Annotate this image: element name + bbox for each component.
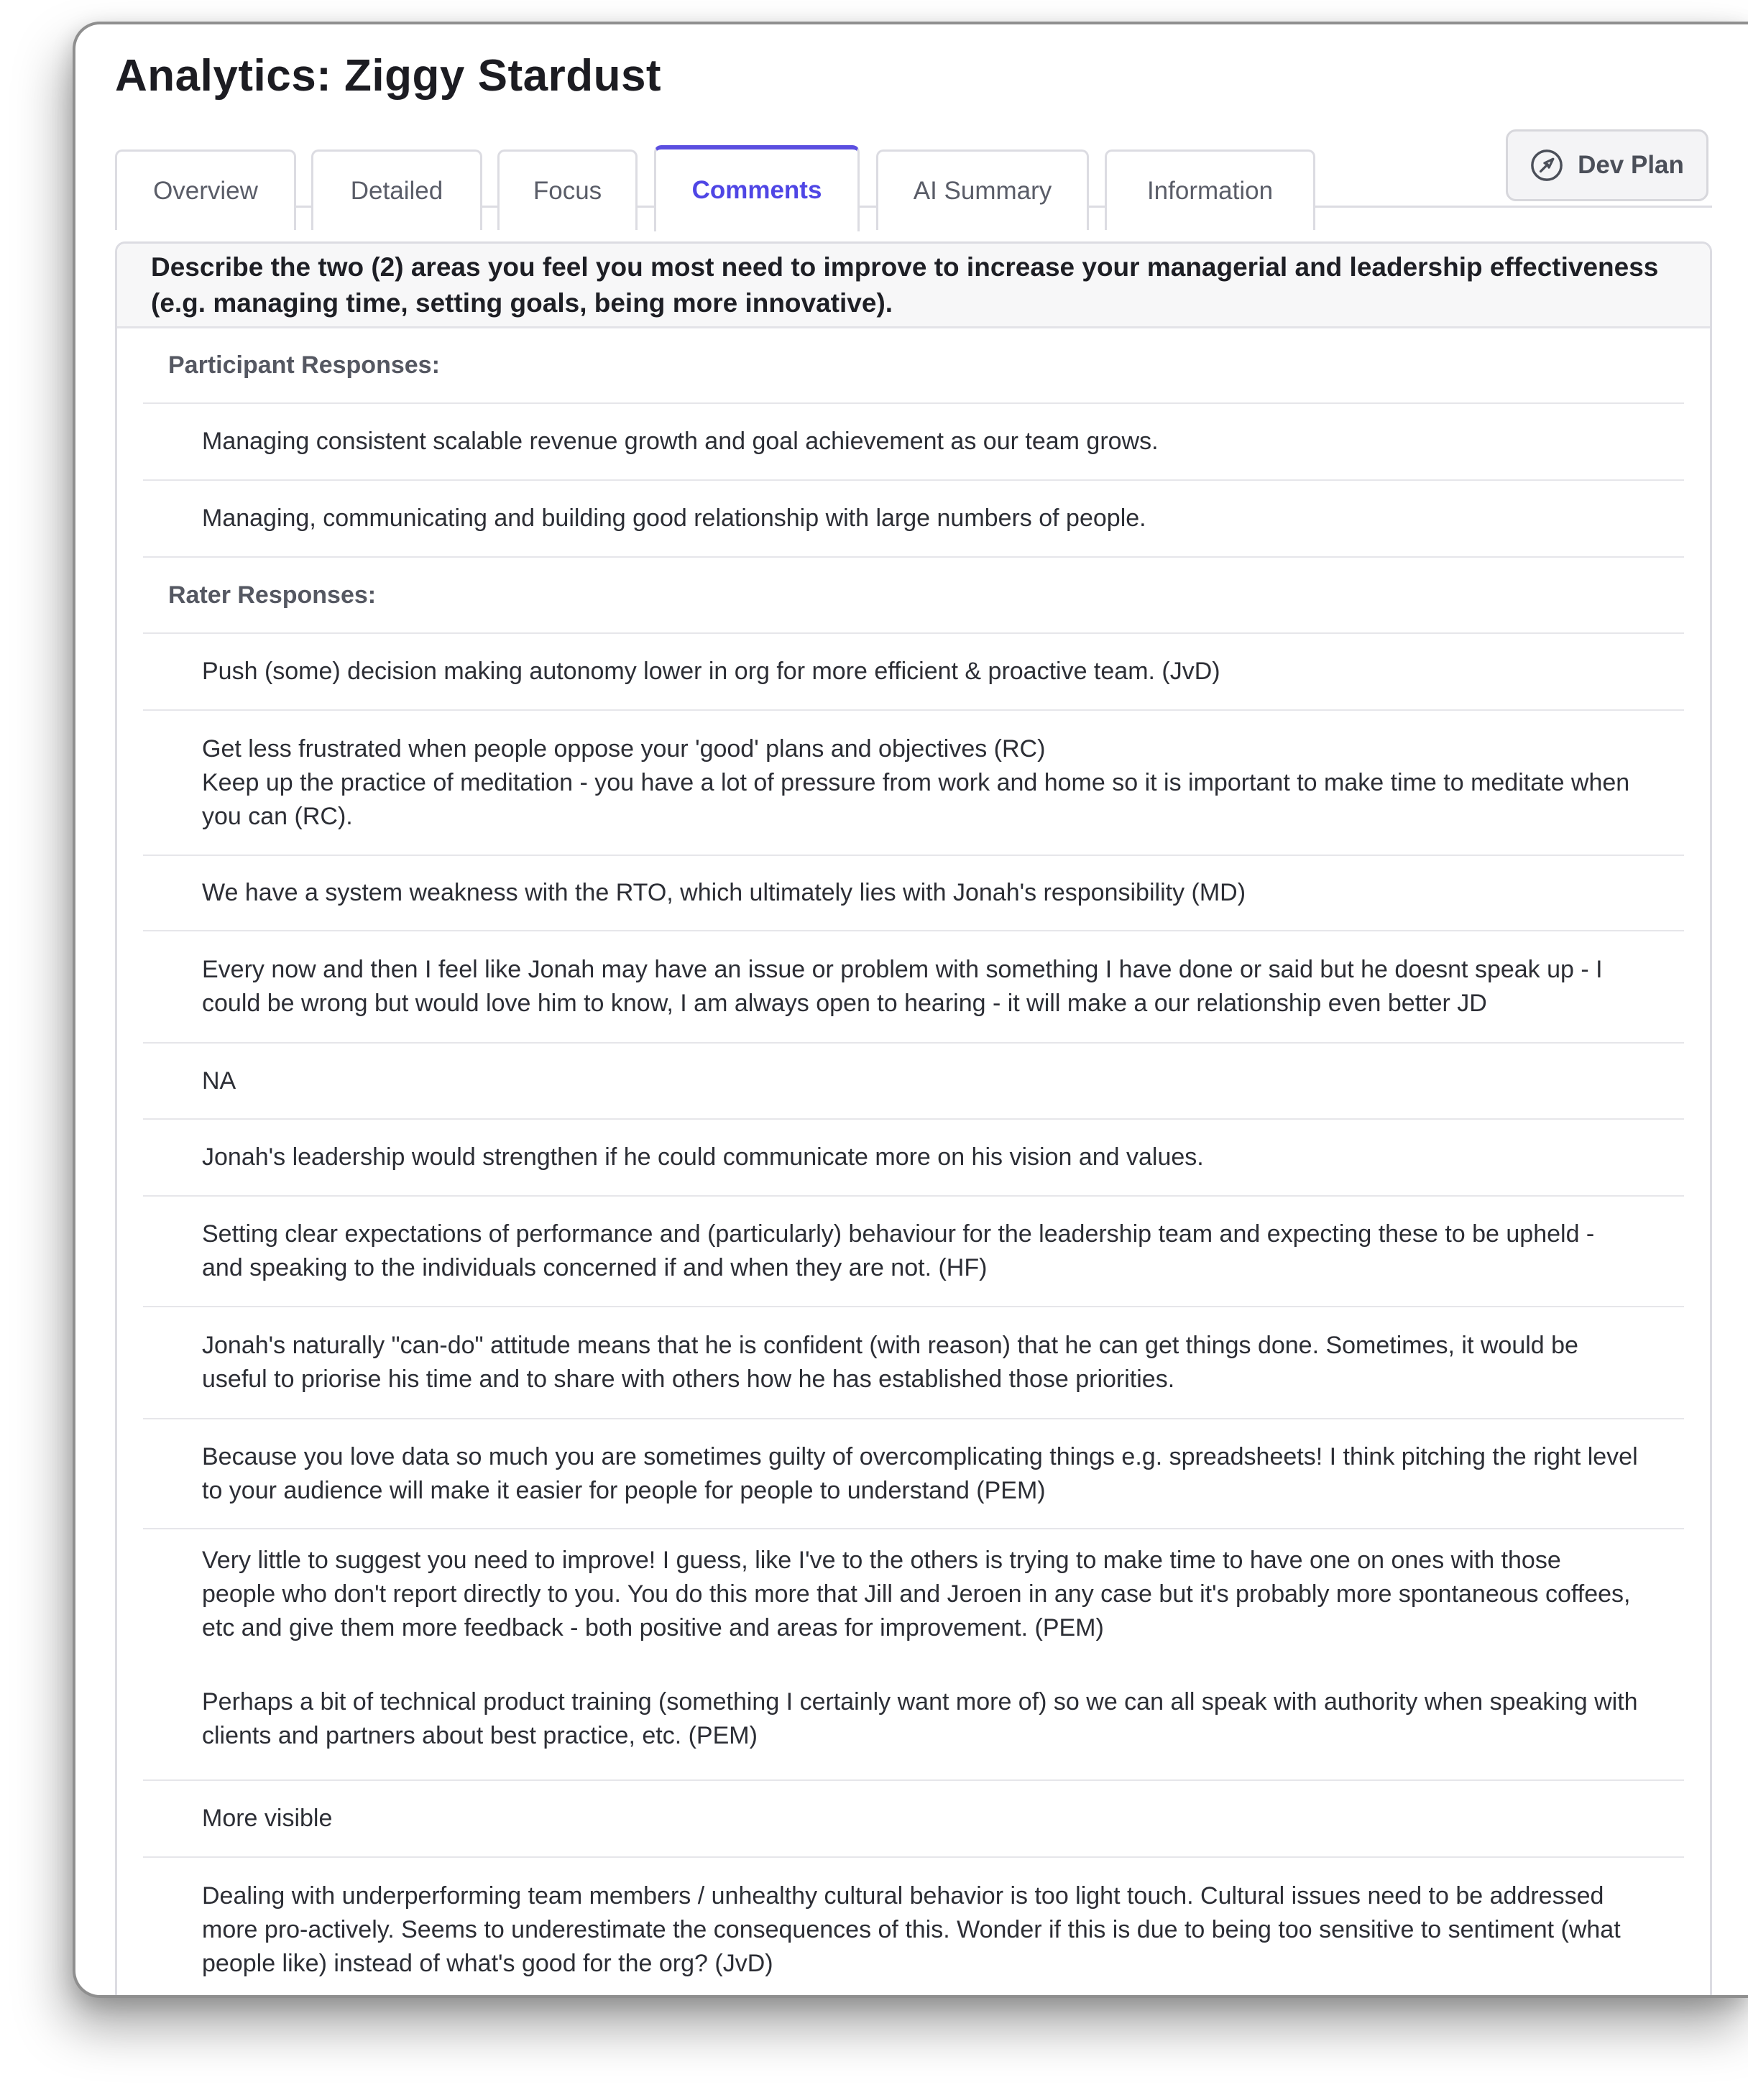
rater-response: NA <box>143 1044 1684 1120</box>
rater-response: Perhaps a bit of technical product training (something I certainly want more of) so we can all speak with authority when speaking with clients and partners about best practice, etc. (PEM) <box>143 1659 1684 1781</box>
question-header: Describe the two (2) areas you feel you most need to improve to increase your managerial and leadership effectiveness (e.g. managing time, setting goals, being more innovative). <box>117 244 1710 328</box>
rater-response: Jonah's naturally "can-do" attitude means that he is confident (with reason) that he can get things done. Sometimes, it would be useful to priorise his time and to share with others how he has established those priorities. <box>143 1307 1684 1419</box>
rater-response: Push (some) decision making autonomy lower in org for more efficient & proactive team. (JvD) <box>143 634 1684 711</box>
participant-response: Managing, communicating and building good relationship with large numbers of people. <box>143 481 1684 558</box>
participant-response: Managing consistent scalable revenue growth and goal achievement as our team grows. <box>143 404 1684 481</box>
rater-response: We have a system weakness with the RTO, which ultimately lies with Jonah's responsibility (MD) <box>143 856 1684 931</box>
rater-response: Get less frustrated when people oppose your 'good' plans and objectives (RC) Keep up the practice of meditation - you have a lot of pressure from work and home so it is important to make time to meditate when you can (RC). <box>143 711 1684 856</box>
response-list <box>143 328 1684 1998</box>
tab-information[interactable]: Information <box>1105 149 1315 230</box>
rater-response: Dealing with underperforming team members / unhealthy cultural behavior is too light touch. Cultural issues need to be addressed more pro-actively. Seems to underestimate the consequences of this. Wonder if this is due to being too sensitive to sentiment (what people like) instead of what's good for the org? (JvD) <box>202 1882 1621 1977</box>
tab-focus[interactable]: Focus <box>497 149 638 230</box>
tab-detailed[interactable]: Detailed <box>311 149 482 230</box>
rater-response: Very little to suggest you need to improve! I guess, like I've to the others is trying to make time to have one on ones with those people who don't report directly to you. You do this more that Jill and Jeroen in any case but it's probably more spontaneous coffees, etc and give them more feedback - both positive and areas for improvement. (PEM) <box>202 1546 1631 1641</box>
dev-plan-label: Dev Plan <box>1578 151 1684 179</box>
participant-responses-heading: Participant Responses: <box>143 328 1684 404</box>
rater-response: Setting clear expectations of performance and (particularly) behaviour for the leadership team and expecting these to be upheld - and speaking to the individuals concerned if and when they are not. (HF) <box>143 1197 1684 1307</box>
rater-response: Because you love data so much you are sometimes guilty of overcomplicating things e.g. spreadsheets! I think pitching the right level to your audience will make it easier for people for people to understand (PEM) <box>143 1419 1684 1529</box>
page-title: Analytics: Ziggy Stardust <box>115 51 662 101</box>
tab-ai-summary[interactable]: AI Summary <box>876 149 1089 230</box>
tab-bar <box>115 125 1712 208</box>
comments-panel <box>115 241 1712 1998</box>
app-window <box>73 22 1748 1998</box>
navigation-arrow-icon <box>1530 149 1563 182</box>
rater-response: Jonah's leadership would strengthen if he could communicate more on his vision and values. <box>143 1120 1684 1197</box>
tab-comments[interactable]: Comments <box>654 145 860 231</box>
rater-response: Every now and then I feel like Jonah may have an issue or problem with something I have done or said but he doesnt speak up - I could be wrong but would love him to know, I am always open to hearing - it will make a our relationship even better JD <box>143 931 1684 1044</box>
rater-response: More visible <box>143 1781 1684 1858</box>
dev-plan-button[interactable] <box>1506 129 1708 201</box>
rater-responses-heading: Rater Responses: <box>143 558 1684 634</box>
tab-overview[interactable]: Overview <box>115 149 296 230</box>
